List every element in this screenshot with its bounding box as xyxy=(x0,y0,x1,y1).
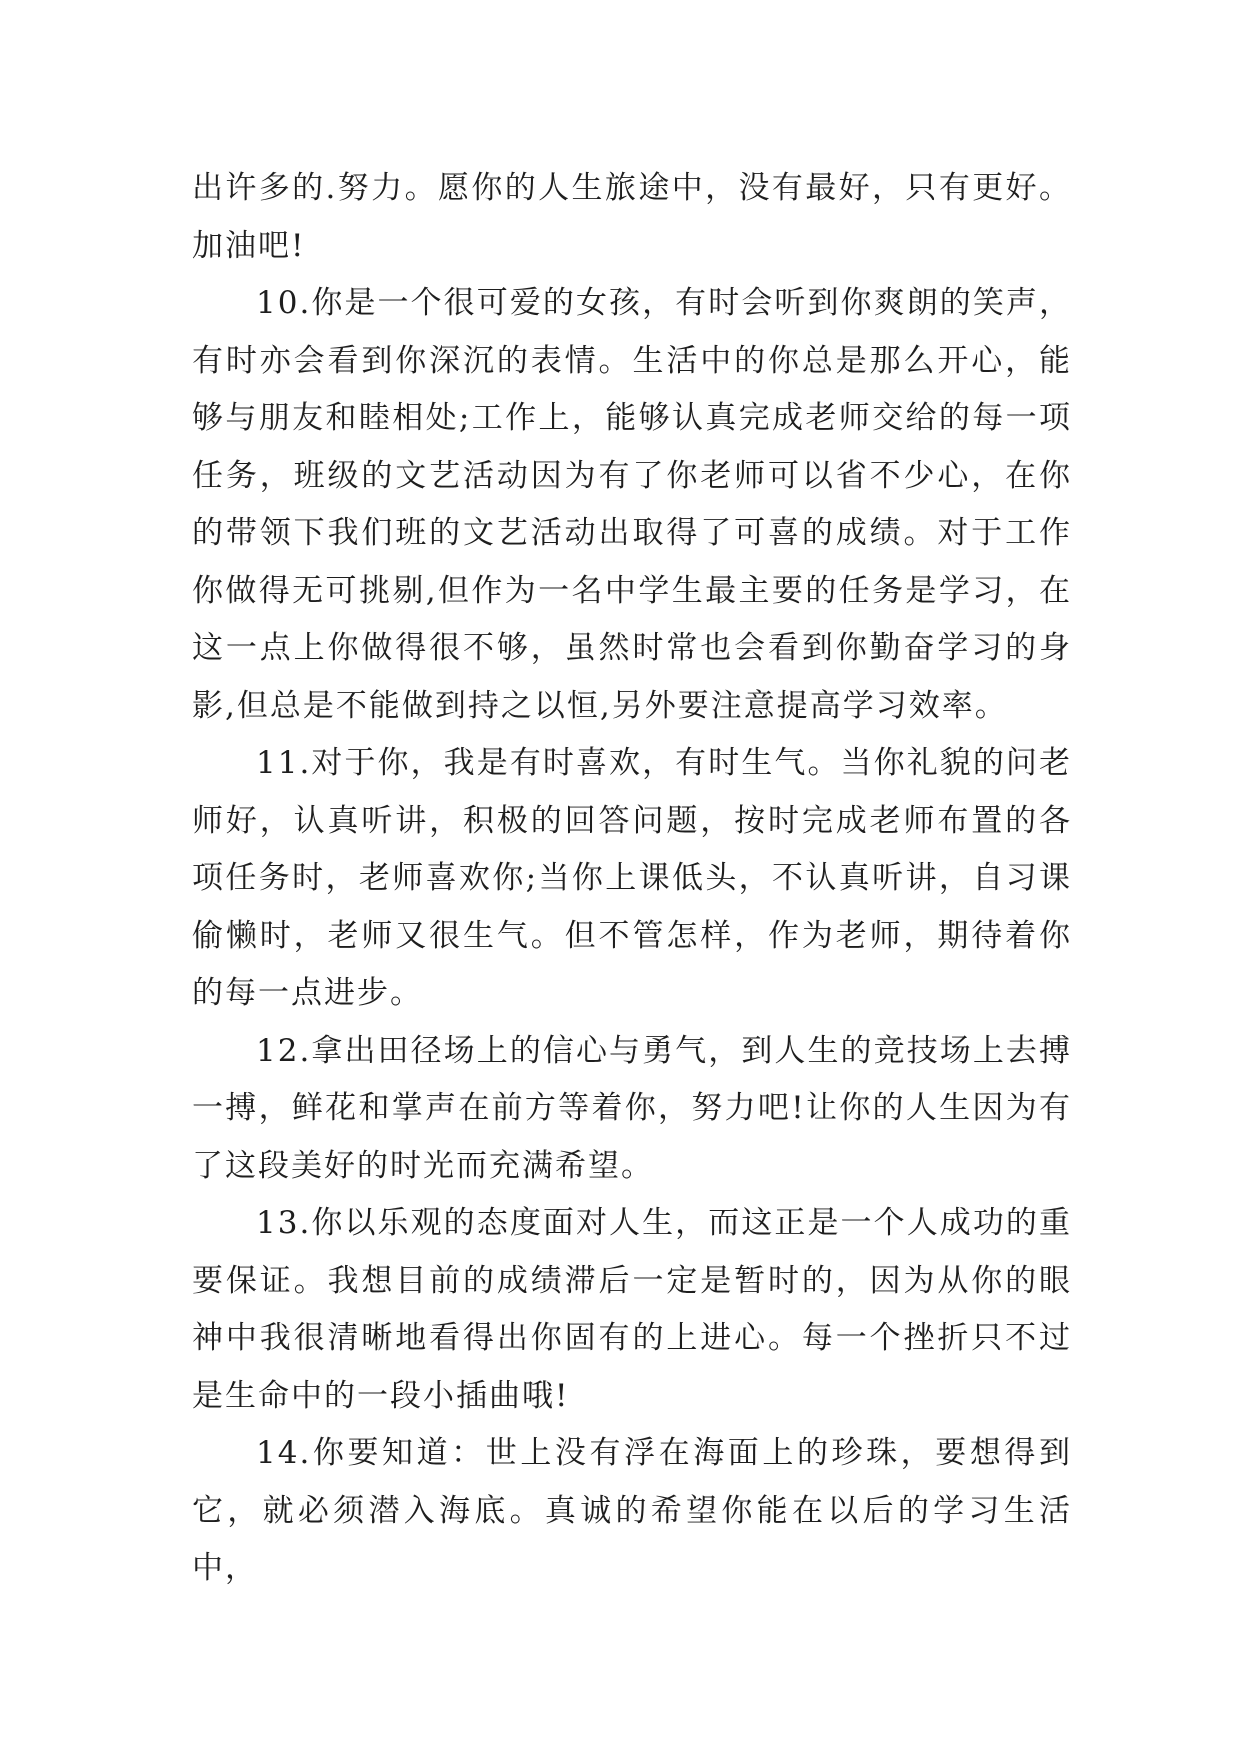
paragraph-item-13: 13.你以乐观的态度面对人生，而这正是一个人成功的重要保证。我想目前的成绩滞后一定是暂时的，因为从你的眼神中我很清晰地看得出你固有的上进心。每一个挫折只不过是生命中的一段小插曲哦! xyxy=(192,1205,1072,1414)
document-body xyxy=(192,160,1072,1598)
paragraph-item-10: 10.你是一个很可爱的女孩，有时会听到你爽朗的笑声，有时亦会看到你深沉的表情。生活中的你总是那么开心，能够与朋友和睦相处;工作上，能够认真完成老师交给的每一项任务，班级的文艺活动因为有了你老师可以省不少心，在你的带领下我们班的文艺活动出取得了可喜的成绩。对于工作你做得无可挑剔,但作为一名中学生最主要的任务是学习，在这一点上你做得很不够，虽然时常也会看到你勤奋学习的身影,但总是不能做到持之以恒,另外要注意提高学习效率。 xyxy=(192,285,1072,724)
paragraph-continuation: 出许多的.努力。愿你的人生旅途中，没有最好，只有更好。加油吧! xyxy=(192,170,1072,264)
paragraph-item-11: 11.对于你，我是有时喜欢，有时生气。当你礼貌的问老师好，认真听讲，积极的回答问题，按时完成老师布置的各项任务时，老师喜欢你;当你上课低头，不认真听讲，自习课偷懒时，老师又很生气。但不管怎样，作为老师，期待着你的每一点进步。 xyxy=(192,745,1072,1011)
paragraph-item-12: 12.拿出田径场上的信心与勇气，到人生的竞技场上去搏一搏，鲜花和掌声在前方等着你，努力吧!让你的人生因为有了这段美好的时光而充满希望。 xyxy=(192,1032,1072,1184)
paragraph-item-14: 14.你要知道：世上没有浮在海面上的珍珠，要想得到它，就必须潜入海底。真诚的希望你能在以后的学习生活中， xyxy=(192,1435,1072,1586)
